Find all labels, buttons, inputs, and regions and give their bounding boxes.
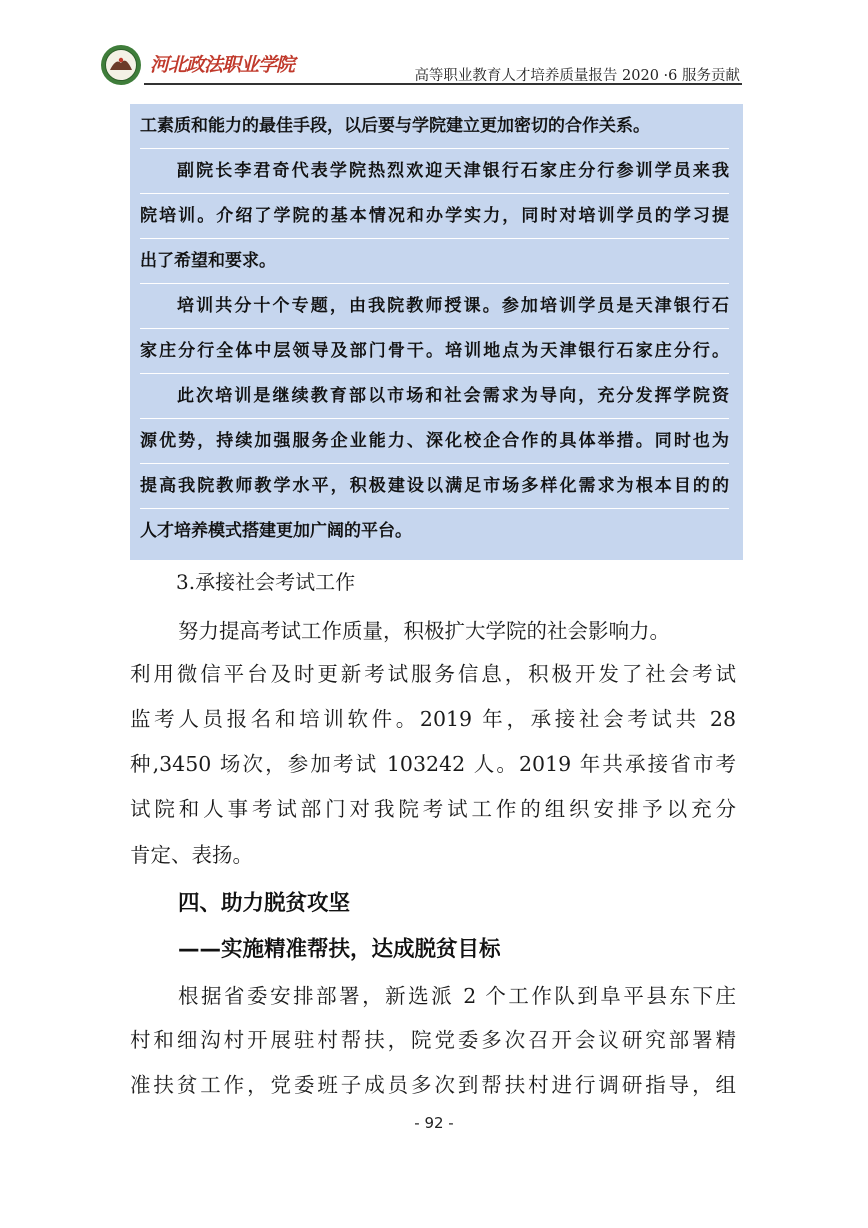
paragraph-line: 努力提高考试工作质量，积极扩大学院的社会影响力。	[178, 619, 670, 643]
paragraph-line: 利用微信平台及时更新考试服务信息，积极开发了社会考试	[130, 662, 736, 686]
header-divider	[144, 83, 742, 85]
box-line: 副院长李君奇代表学院热烈欢迎天津银行石家庄分行参训学员来我	[140, 149, 729, 194]
box-line: 提高我院教师教学水平，积极建设以满足市场多样化需求为根本目的的	[140, 464, 729, 509]
box-line: 培训共分十个专题，由我院教师授课。参加培训学员是天津银行石	[140, 284, 729, 329]
paragraph-line: 种,3450 场次，参加考试 103242 人。2019 年共承接省市考	[130, 752, 736, 776]
section4-subheading: ——实施精准帮扶，达成脱贫目标	[178, 937, 501, 962]
school-name-logotype: 河北政法职业学院	[150, 54, 295, 76]
box-line: 院培训。介绍了学院的基本情况和办学实力，同时对培训学员的学习提	[140, 194, 729, 239]
paragraph-line: 准扶贫工作，党委班子成员多次到帮扶村进行调研指导，组	[130, 1073, 736, 1097]
box-line: 人才培养模式搭建更加广阔的平台。	[140, 521, 412, 541]
box-line: 此次培训是继续教育部以市场和社会需求为导向，充分发挥学院资	[140, 374, 729, 419]
paragraph-line: 根据省委安排部署，新选派 2 个工作队到阜平县东下庄	[178, 984, 736, 1008]
box-line: 工素质和能力的最佳手段，以后要与学院建立更加密切的合作关系。	[140, 104, 729, 149]
highlight-box	[130, 104, 743, 560]
college-seal-icon	[100, 44, 142, 86]
page-number: - 92 -	[414, 1114, 454, 1132]
box-line: 家庄分行全体中层领导及部门骨干。培训地点为天津银行石家庄分行。	[140, 329, 729, 374]
paragraph-line: 村和细沟村开展驻村帮扶，院党委多次召开会议研究部署精	[130, 1028, 736, 1052]
paragraph-line: 肯定、表扬。	[130, 843, 253, 867]
paragraph-line: 监考人员报名和培训软件。2019 年，承接社会考试共 28	[130, 707, 736, 731]
page-header	[96, 40, 742, 88]
box-line: 出了希望和要求。	[140, 239, 729, 284]
box-line: 源优势，持续加强服务企业能力、深化校企合作的具体举措。同时也为	[140, 419, 729, 464]
report-title: 高等职业教育人才培养质量报告 2020 ·6 服务贡献	[414, 68, 740, 84]
section3-title: 3.承接社会考试工作	[176, 570, 356, 594]
paragraph-line: 试院和人事考试部门对我院考试工作的组织安排予以充分	[130, 797, 736, 821]
section4-heading: 四、助力脱贫攻坚	[178, 891, 351, 916]
